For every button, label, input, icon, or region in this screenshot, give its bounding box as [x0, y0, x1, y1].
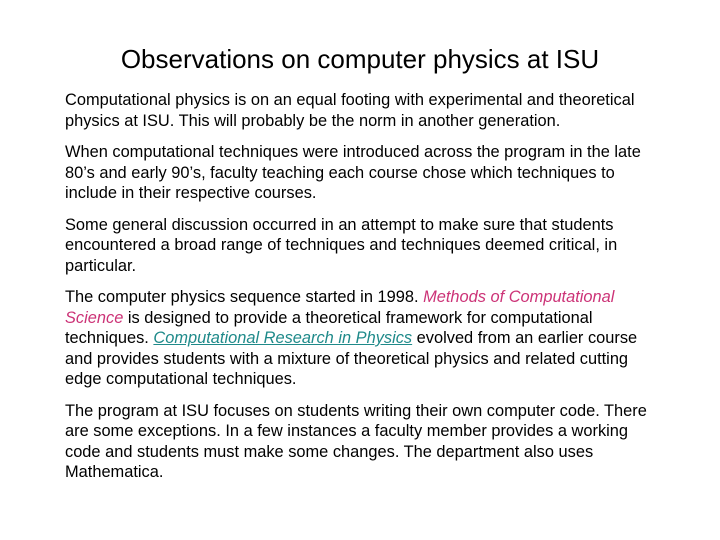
course-methods-of-computational-science: Methods of Computational Science [65, 288, 615, 327]
paragraph-equal-footing: Computational physics is on an equal footing with experimental and theoretical physics at ISU. This will probably be the norm in another generation. [65, 91, 635, 130]
slide-title: Observations on computer physics at ISU [120, 44, 600, 74]
paragraph-own-code: The program at ISU focuses on students writing their own computer code. There are some exceptions. In a few instances a faculty member provides a working code and students must make some changes. The department also uses Mathematica. [65, 401, 647, 481]
slide-body [65, 90, 665, 494]
paragraph-history: When computational techniques were introduced across the program in the late 80’s and early 90’s, faculty teaching each course chose which techniques to include in their respective courses. [65, 143, 641, 202]
paragraph-sequence [65, 287, 665, 390]
paragraph-discussion: Some general discussion occurred in an attempt to make sure that students encountered a broad range of techniques and techniques deemed critical, in particular. [65, 215, 618, 275]
sequence-text-end: evolved from an earlier course and provides students with a mixture of theoretical physics and related cutting edge computational techniques. [65, 329, 638, 388]
sequence-text-start: The computer physics sequence started in 1998. [65, 288, 424, 306]
sequence-text-middle: is designed to provide a theoretical framework for computational techniques. [65, 308, 593, 347]
course-computational-research-link[interactable]: Computational Research in Physics [153, 329, 413, 347]
